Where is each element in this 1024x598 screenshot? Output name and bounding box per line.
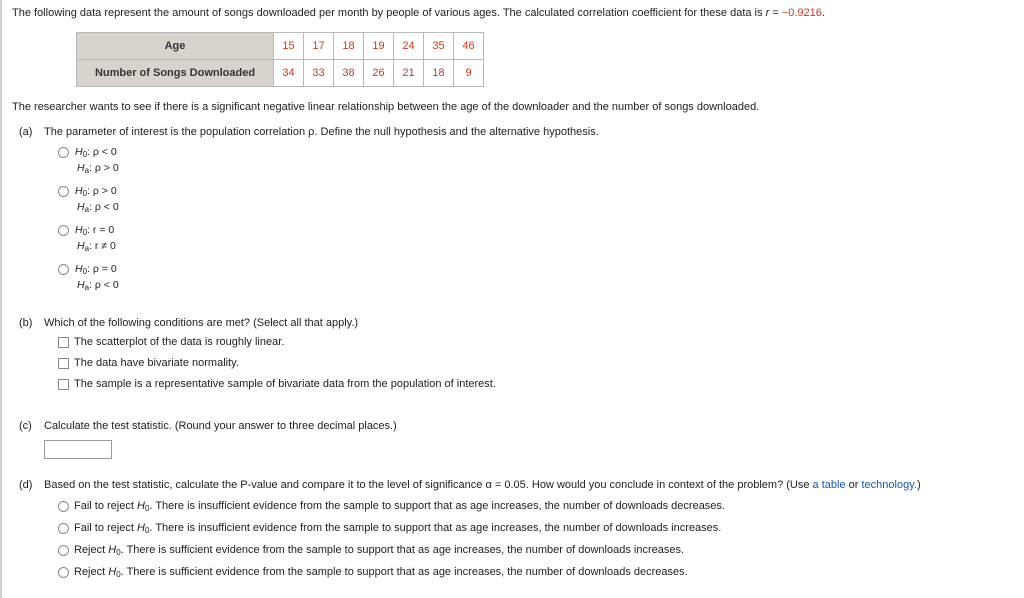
hypothesis-h0-2: $H_0$: ρ > 0 [75, 185, 117, 198]
h-symbol: H [77, 162, 85, 174]
conclusion-radio-3[interactable] [58, 545, 69, 556]
songs-cell: 18 [424, 60, 454, 87]
table-row-age [77, 33, 484, 60]
intro-text [12, 7, 825, 19]
h-symbol: H [75, 263, 83, 275]
part-c-prompt: Calculate the test statistic. (Round your answer to three decimal places.) [44, 420, 397, 432]
intro-sentence: The following data represent the amount of songs downloaded per month by people of various ages. The calculated correlation coefficient for these data is [12, 7, 763, 19]
h-symbol: H [75, 146, 83, 158]
h-sub: 0 [116, 548, 121, 557]
h-sub: a [84, 166, 90, 175]
h0-expr: ρ = 0 [92, 263, 117, 275]
ha-expr: ρ < 0 [94, 201, 119, 213]
conclusion-label-1: Fail to reject $H_0$. There is insufficient evidence from the sample to support that as age increases, the number of downloads decreases. [74, 500, 725, 513]
songs-cell: 34 [274, 60, 304, 87]
h-sub: 0 [144, 504, 150, 513]
hypothesis-h0-1: $H_0$: ρ < 0 [75, 146, 117, 159]
h-sub: 0 [82, 228, 88, 237]
conclusion-radio-1[interactable] [58, 501, 69, 512]
age-cell: 18 [334, 33, 364, 60]
age-cell: 15 [274, 33, 304, 60]
h-symbol: H [77, 240, 85, 252]
data-table [76, 32, 484, 87]
verdict-text: Reject [74, 544, 106, 556]
conclusion-radio-4[interactable] [58, 567, 69, 578]
table-link[interactable]: a table [812, 479, 846, 491]
songs-cell: 38 [334, 60, 364, 87]
hypothesis-h0-3: $H_0$: r = 0 [75, 224, 115, 237]
h-symbol: H [108, 544, 117, 556]
condition-checkbox-1[interactable] [58, 337, 69, 348]
hypothesis-radio-4[interactable] [58, 264, 69, 275]
hypothesis-h0-4: $H_0$: ρ = 0 [75, 263, 117, 276]
verdict-text: Fail to reject [74, 522, 134, 534]
part-a-label: (a) [19, 126, 33, 138]
part-d-prompt [44, 479, 921, 491]
h0-expr: r = 0 [92, 224, 115, 236]
part-b-label: (b) [19, 317, 33, 329]
h-sub: a [84, 244, 90, 253]
hypothesis-ha-3: $H_a$: r ≠ 0 [77, 240, 116, 253]
h-sub: a [84, 205, 90, 214]
hypothesis-ha-1: $H_a$: ρ > 0 [77, 162, 119, 175]
songs-cell: 9 [454, 60, 484, 87]
part-a-prompt: The parameter of interest is the population correlation ρ. Define the null hypothesis and the alternative hypothesis. [44, 126, 599, 138]
songs-header: Number of Songs Downloaded [77, 60, 274, 87]
equals-sign: = [772, 7, 779, 19]
part-b-prompt: Which of the following conditions are met? (Select all that apply.) [44, 317, 359, 329]
correlation-value: −0.9216 [781, 7, 822, 19]
ha-expr: ρ > 0 [94, 162, 119, 174]
age-header: Age [77, 33, 274, 60]
conclusion-radio-2[interactable] [58, 523, 69, 534]
technology-link[interactable]: technology. [861, 479, 917, 491]
h-sub: 0 [82, 150, 88, 159]
hypothesis-ha-4: $H_a$: ρ < 0 [77, 279, 119, 292]
table-row-songs [77, 60, 484, 87]
age-cell: 24 [394, 33, 424, 60]
ha-expr: r ≠ 0 [94, 240, 116, 252]
songs-cell: 33 [304, 60, 334, 87]
h-symbol: H [75, 185, 83, 197]
age-cell: 19 [364, 33, 394, 60]
age-cell: 35 [424, 33, 454, 60]
part-d-label: (d) [19, 479, 33, 491]
condition-checkbox-3[interactable] [58, 379, 69, 390]
conclusion-text: There is sufficient evidence from the sample to support that as age increases, the number of downloads increases. [126, 544, 685, 556]
close-paren: ) [916, 479, 921, 491]
intro-period: . [821, 7, 825, 19]
h-symbol: H [77, 279, 85, 291]
condition-checkbox-2[interactable] [58, 358, 69, 369]
h-symbol: H [75, 224, 83, 236]
condition-label-3: The sample is a representative sample of bivariate data from the population of interest. [74, 378, 496, 390]
conclusion-text: There is insufficient evidence from the sample to support that as age increases, the number of downloads decreases. [155, 500, 725, 512]
songs-cell: 26 [364, 60, 394, 87]
left-border [0, 0, 2, 598]
h-sub: a [84, 283, 90, 292]
h-symbol: H [77, 201, 85, 213]
or-text: or [848, 479, 859, 491]
hypothesis-ha-2: $H_a$: ρ < 0 [77, 201, 119, 214]
conclusion-text: There is insufficient evidence from the sample to support that as age increases, the number of downloads increases. [155, 522, 722, 534]
h0-expr: ρ > 0 [92, 185, 117, 197]
age-cell: 46 [454, 33, 484, 60]
test-statistic-input[interactable] [44, 440, 112, 459]
condition-label-2: The data have bivariate normality. [74, 357, 239, 369]
condition-label-1: The scatterplot of the data is roughly linear. [74, 336, 285, 348]
conclusion-label-2: Fail to reject $H_0$. There is insufficient evidence from the sample to support that as age increases, the number of downloads increases. [74, 522, 722, 535]
r-symbol: r [765, 7, 770, 19]
conclusion-label-3: Reject $H_0$. There is sufficient evidence from the sample to support that as age increases, the number of downloads increases. [74, 544, 685, 557]
hypothesis-radio-1[interactable] [58, 147, 69, 158]
part-d-prompt-text: Based on the test statistic, calculate the P-value and compare it to the level of significance α = 0.05. How would you conclude in context of the problem? (Use [44, 479, 810, 491]
part-c-label: (c) [19, 420, 32, 432]
verdict-text: Reject [74, 566, 106, 578]
h0-expr: ρ < 0 [92, 146, 117, 158]
age-cell: 17 [304, 33, 334, 60]
hypothesis-radio-2[interactable] [58, 186, 69, 197]
h-sub: 0 [82, 267, 88, 276]
h-symbol: H [136, 522, 145, 534]
songs-cell: 21 [394, 60, 424, 87]
research-text: The researcher wants to see if there is a significant negative linear relationship between the age of the downloader and the number of songs downloaded. [12, 101, 760, 113]
h-sub: 0 [82, 189, 88, 198]
h-symbol: H [108, 566, 117, 578]
h-sub: 0 [116, 570, 121, 579]
ha-expr: ρ < 0 [94, 279, 119, 291]
h-sub: 0 [144, 526, 150, 535]
verdict-text: Fail to reject [74, 500, 134, 512]
h-symbol: H [136, 500, 145, 512]
hypothesis-radio-3[interactable] [58, 225, 69, 236]
conclusion-label-4: Reject $H_0$. There is sufficient evidence from the sample to support that as age increases, the number of downloads decreases. [74, 566, 688, 579]
conclusion-text: There is sufficient evidence from the sample to support that as age increases, the number of downloads decreases. [126, 566, 688, 578]
